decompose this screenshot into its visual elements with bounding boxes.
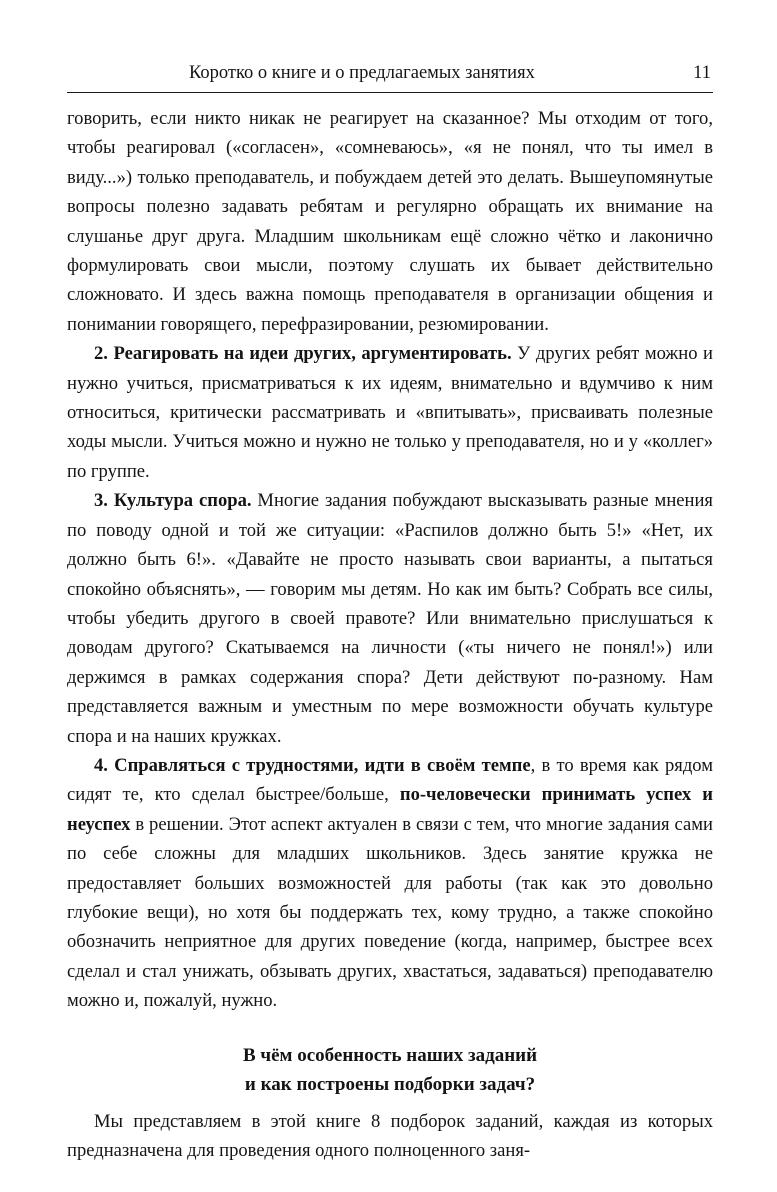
paragraph-section-intro bbox=[67, 1107, 713, 1166]
paragraph-point-3 bbox=[67, 486, 713, 751]
point-3-heading: 3. Культура спора. bbox=[94, 490, 252, 512]
paragraph-continuation bbox=[67, 104, 713, 339]
section-heading bbox=[67, 1041, 713, 1099]
point-4-text-b: в решении. Этот аспект актуален в связи с тем, что многие задания сами по себе сложны для младших школьников. Здесь занятие кружка не предоставляет больших возможностей для работы (так как это довольно глубокие вещи), но хотя бы поддержать тех, кому трудно, а также спокойно обозначить неприятное для других поведение (когда, например, быстрее всех сделал и стал унижать, обзывать других, хвастаться, задаваться) преподавателю можно и, пожалуй, нужно. bbox=[67, 813, 713, 1012]
point-2-heading: 2. Реагировать на идеи других, аргументировать. bbox=[94, 343, 512, 365]
page-number: 11 bbox=[693, 63, 711, 83]
running-title: Коротко о книге и о предлагаемых занятиях bbox=[189, 63, 535, 83]
point-3-text: Многие задания побуждают высказывать разные мнения по поводу одной и той же ситуации: «Распилов должно быть 5!» «Нет, их должно быть 6!». «Давайте не просто называть свои варианты, а пытаться спокойно объяснять», — говорим мы детям. Но как им быть? Собрать все силы, чтобы убедить другого в своей правоте? Или внимательно прислушаться к доводам другого? Скатываемся на личности («ты ничего не понял!») или держимся в рамках содержания спора? Дети действуют по-разному. Нам представляется важным и уместным по мере возможности обучать культуре спора и на наших кружках. bbox=[67, 490, 713, 747]
paragraph-point-4 bbox=[67, 751, 713, 1016]
running-header bbox=[67, 58, 713, 93]
paragraph-point-2 bbox=[67, 339, 713, 486]
point-4-heading: 4. Справляться с трудностями, идти в своём темпе bbox=[94, 754, 531, 776]
section-heading-line-2: и как построены подборки задач? bbox=[244, 1073, 536, 1095]
section-intro-text: Мы представляем в этой книге 8 подборок заданий, каждая из которых предназначена для проведения одного полноценного заня- bbox=[67, 1110, 713, 1161]
section-heading-line-1: В чём особенность наших заданий bbox=[242, 1044, 538, 1066]
point-4-emphasis: по-человечески принимать успех и неуспех bbox=[67, 784, 713, 835]
point-2-text: У других ребят можно и нужно учиться, присматриваться к их идеям, внимательно и вдумчиво к ним относиться, критически рассматривать и «впитывать», присваивать полезные ходы мысли. Учиться можно и нужно не только у преподавателя, но и у «коллег» по группе. bbox=[67, 343, 713, 482]
body-text bbox=[67, 104, 713, 1165]
paragraph-text: говорить, если никто никак не реагирует на сказанное? Мы отходим от того, чтобы реагировал («согласен», «сомневаюсь», «я не понял, что ты имел в виду...») только преподаватель, и побуждаем детей это делать. Вышеупомянутые вопросы полезно задавать ребятам и регулярно обращать их внимание на слушанье друг друга. Младшим школьникам ещё сложно чётко и лаконично формулировать свои мысли, поэтому слушать их бывает действительно сложновато. И здесь важна помощь преподавателя в организации общения и понимании говорящего, перефразировании, резюмировании. bbox=[67, 108, 713, 335]
point-4-text-a: , в то время как рядом сидят те, кто сделал быстрее/больше, bbox=[67, 754, 713, 806]
